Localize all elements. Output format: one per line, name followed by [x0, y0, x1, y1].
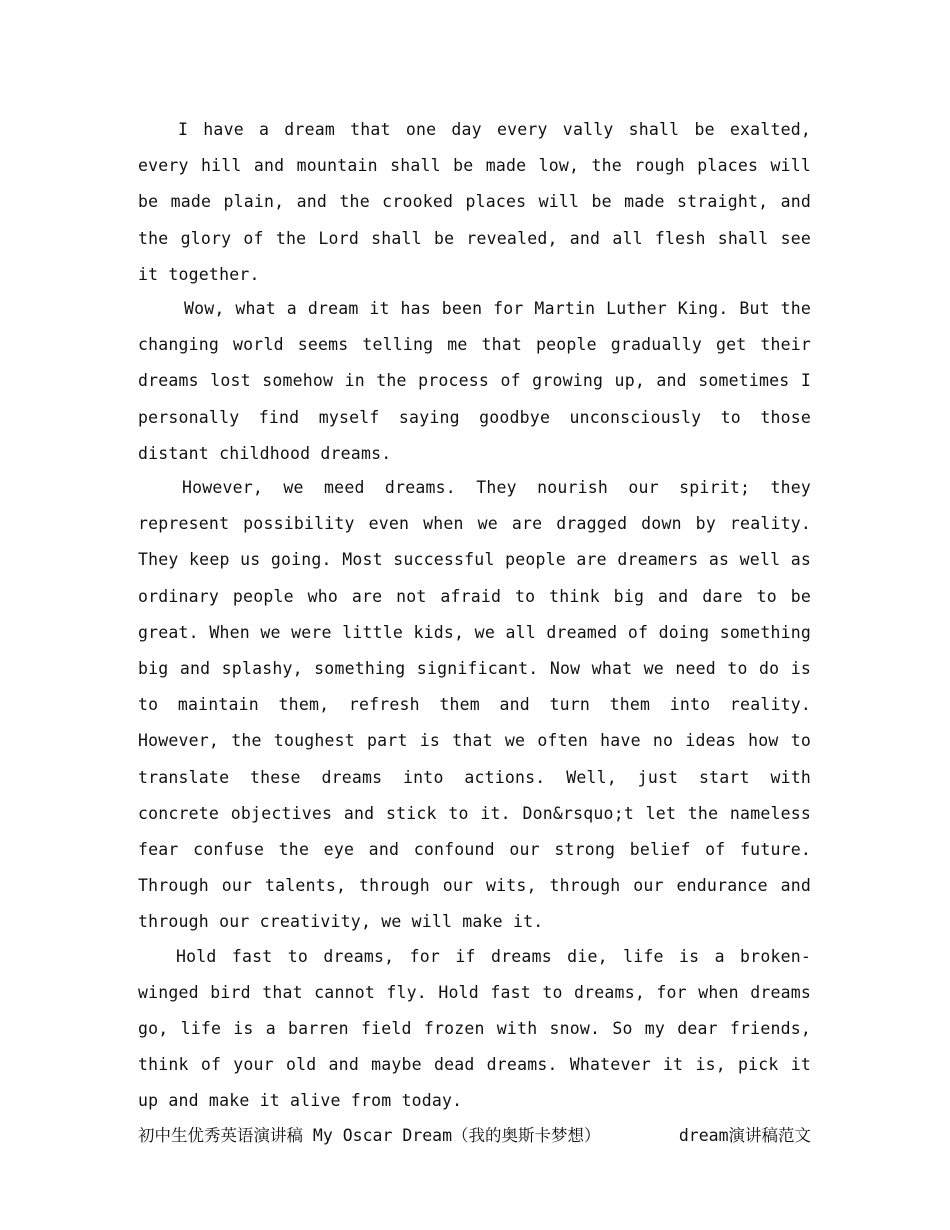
document-title: 初中生优秀英语演讲稿 My Oscar Dream（我的奥斯卡梦想）	[138, 1125, 601, 1145]
document-page	[138, 112, 811, 1154]
paragraph-3: However, we meed dreams. They nourish our spirit; they represent possibility even when we are dragged down by reality. They keep us going. Most successful people are dreamers as well as ordinary people who are not afraid to think big and dare to be great. When we were little kids, we all dreamed of doing something big and splashy, something significant. Now what we need to do is to maintain them, refresh them and turn them into reality. However, the toughest part is that we often have no ideas how to translate these dreams into actions. Well, just start with concrete objectives and stick to it. Don&rsquo;t let the nameless fear confuse the eye and confound our strong belief of future. Through our talents, through our wits, through our endurance and through our creativity, we will make it.	[138, 478, 811, 932]
paragraph-2: Wow, what a dream it has been for Martin Luther King. But the changing world seems telling me that people gradually get their dreams lost somehow in the process of growing up, and sometimes I personally find myself saying goodbye unconsciously to those distant childhood dreams.	[138, 299, 811, 463]
document-category: dream演讲稿范文	[678, 1125, 811, 1145]
document-title-line	[138, 1118, 811, 1154]
paragraph-4: Hold fast to dreams, for if dreams die, life is a broken-winged bird that cannot fly. Hold fast to dreams, for when dreams go, life is a barren field frozen with snow. So my dear friends, think of your old and maybe dead dreams. Whatever it is, pick it up and make it alive from today.	[138, 946, 811, 1111]
paragraph-1: I have a dream that one day every vally shall be exalted, every hill and mountain shall be made low, the rough places will be made plain, and the crooked places will be made straight, and the glory of the Lord shall be revealed, and all flesh shall see it together.	[138, 120, 811, 284]
